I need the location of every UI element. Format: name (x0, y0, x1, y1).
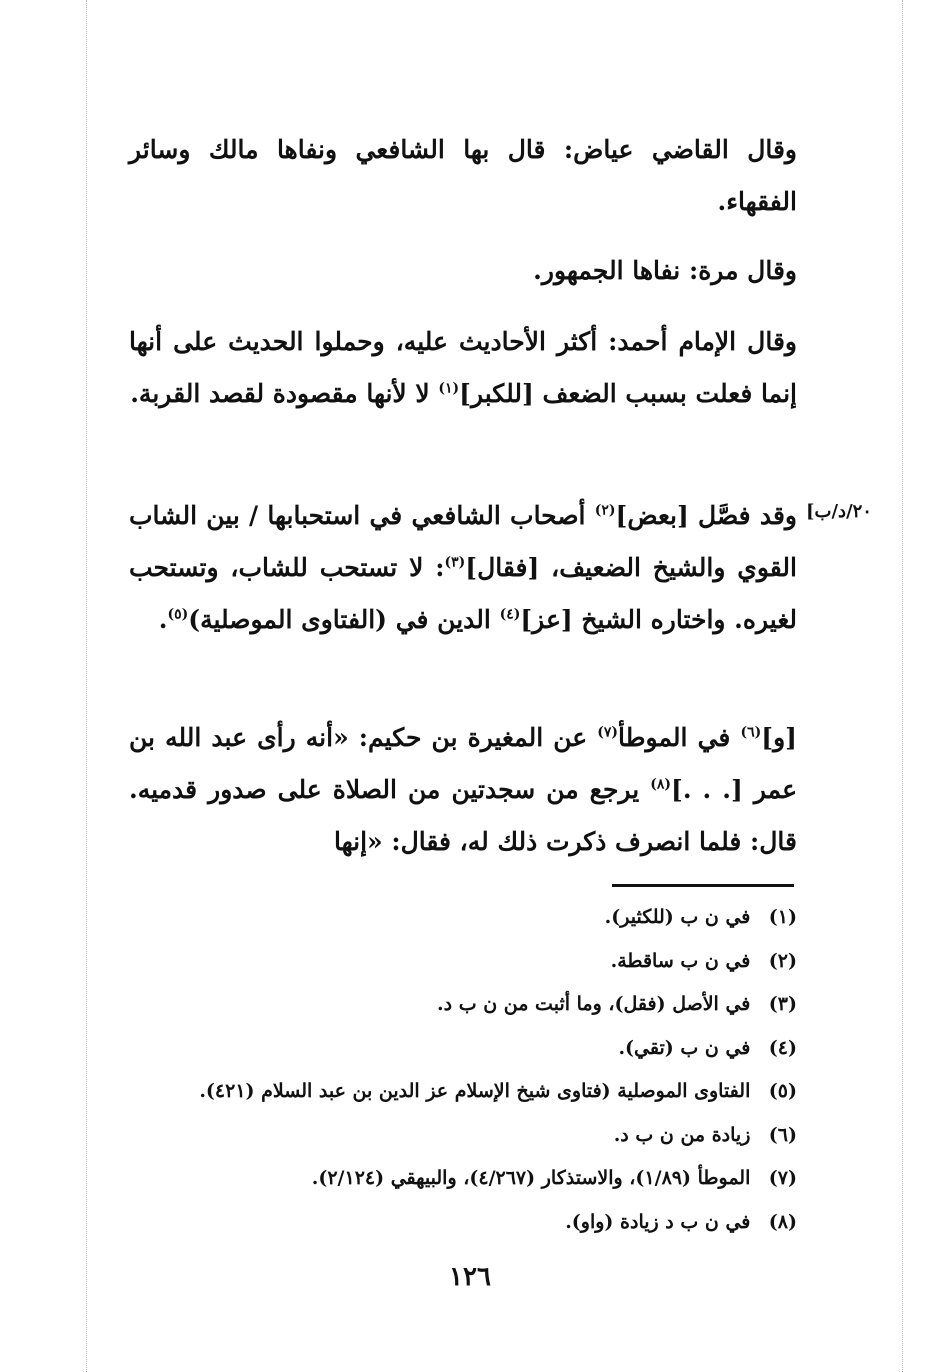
paragraph-jumhur (129, 245, 797, 297)
scan-edge-left (86, 0, 87, 1372)
footnote-text: الفتاوى الموصلية (فتاوى شيخ الإسلام عز الدين بن عبد السلام (٤٢١). (199, 1080, 751, 1102)
scan-edge-right (902, 0, 903, 1372)
footnote-number: (٢) (768, 949, 797, 972)
footnote-number: (٨) (768, 1210, 797, 1233)
paragraph-muwatta (129, 712, 797, 868)
paragraph-qadi-iyad (129, 124, 797, 228)
footnote-reference: (٣) (444, 554, 466, 571)
footnote-item (97, 1201, 797, 1245)
paragraph-text-run: وقال الإمام أحمد: أكثر الأحاديث عليه، وحملوا الحديث على أنها إنما فعلت بسبب الضعف [للكبر] (129, 327, 797, 408)
footnote-text: زيادة من ن ب د. (613, 1123, 751, 1146)
footnote-item (97, 896, 797, 940)
footnote-text: في ن ب (تقي). (618, 1036, 751, 1059)
footnote-reference: (١) (438, 380, 460, 397)
footnote-reference: (٦) (740, 724, 762, 741)
footnote-text: في ن ب (للكثير). (604, 906, 751, 928)
footnote-item (97, 1070, 797, 1114)
footnote-number: (٥) (768, 1080, 797, 1102)
footnote-text: في ن ب ساقطة. (610, 949, 751, 972)
footnote-text: الموطأ (١/٨٩)، والاستذكار (٤/٢٦٧)، والبيهقي (٢/١٢٤). (311, 1167, 751, 1189)
footnote-reference: (٢) (594, 502, 616, 519)
footnote-text: في ن ب د زيادة (واو). (565, 1210, 751, 1233)
paragraph-text-run: وقال القاضي عياض: قال بها الشافعي ونفاها مالك وسائر الفقهاء. (129, 135, 797, 216)
margin-note-manuscript-folio: [٢٠/د/ب (806, 501, 872, 522)
footnote-number: (٧) (768, 1167, 797, 1189)
footnote-separator (612, 884, 794, 887)
paragraph-text-run: [و] (761, 723, 797, 752)
footnote-item (97, 1114, 797, 1158)
paragraph-text-run: لا لأنها مقصودة لقصد القربة. (130, 379, 439, 408)
paragraph-text-run: في الموطأ (618, 723, 741, 752)
footnote-reference: (٥) (167, 606, 189, 623)
footnotes-list (97, 896, 797, 1244)
paragraph-text-run: عن المغيرة بن حكيم: «أنه رأى عبد الله بن عمر [. . .] (129, 723, 798, 804)
footnote-reference: (٤) (499, 606, 521, 623)
footnote-number: (٣) (768, 993, 797, 1015)
paragraph-text-run: وقال مرة: نفاها الجمهور. (533, 256, 797, 285)
footnote-item (97, 940, 797, 984)
paragraph-text-run: : لا تستحب للشاب، وتستحب لغيره. واختاره الشيخ [عز] (129, 553, 797, 634)
footnote-number: (٤) (768, 1036, 797, 1059)
footnote-number: (١) (768, 906, 797, 928)
footnote-number: (٦) (768, 1123, 797, 1146)
footnote-item (97, 1027, 797, 1071)
paragraph-text-run: وقد فصَّل [بعض] (615, 501, 797, 530)
paragraph-imam-ahmad (129, 316, 797, 420)
footnote-item (97, 983, 797, 1027)
paragraph-text-run: أصحاب الشافعي في استحبابها / بين الشاب القوي والشيخ الضعيف، [فقال] (129, 501, 797, 582)
footnote-reference: (٨) (650, 776, 671, 793)
paragraph-text-run: . (158, 605, 168, 634)
page-number: ١٢٦ (449, 1262, 491, 1292)
footnote-item (97, 1157, 797, 1201)
footnote-text: في الأصل (فقل)، وما أثبت من ن ب د. (437, 993, 751, 1015)
paragraph-text-run: يرجع من سجدتين من الصلاة على صدور قدميه. قال: فلما انصرف ذكرت ذلك له، فقال: «إنها (129, 775, 797, 856)
paragraph-text-run: الدين في (الفتاوى الموصلية) (188, 605, 500, 634)
paragraph-shafii-companions (129, 490, 797, 646)
footnote-reference: (٧) (597, 724, 619, 741)
